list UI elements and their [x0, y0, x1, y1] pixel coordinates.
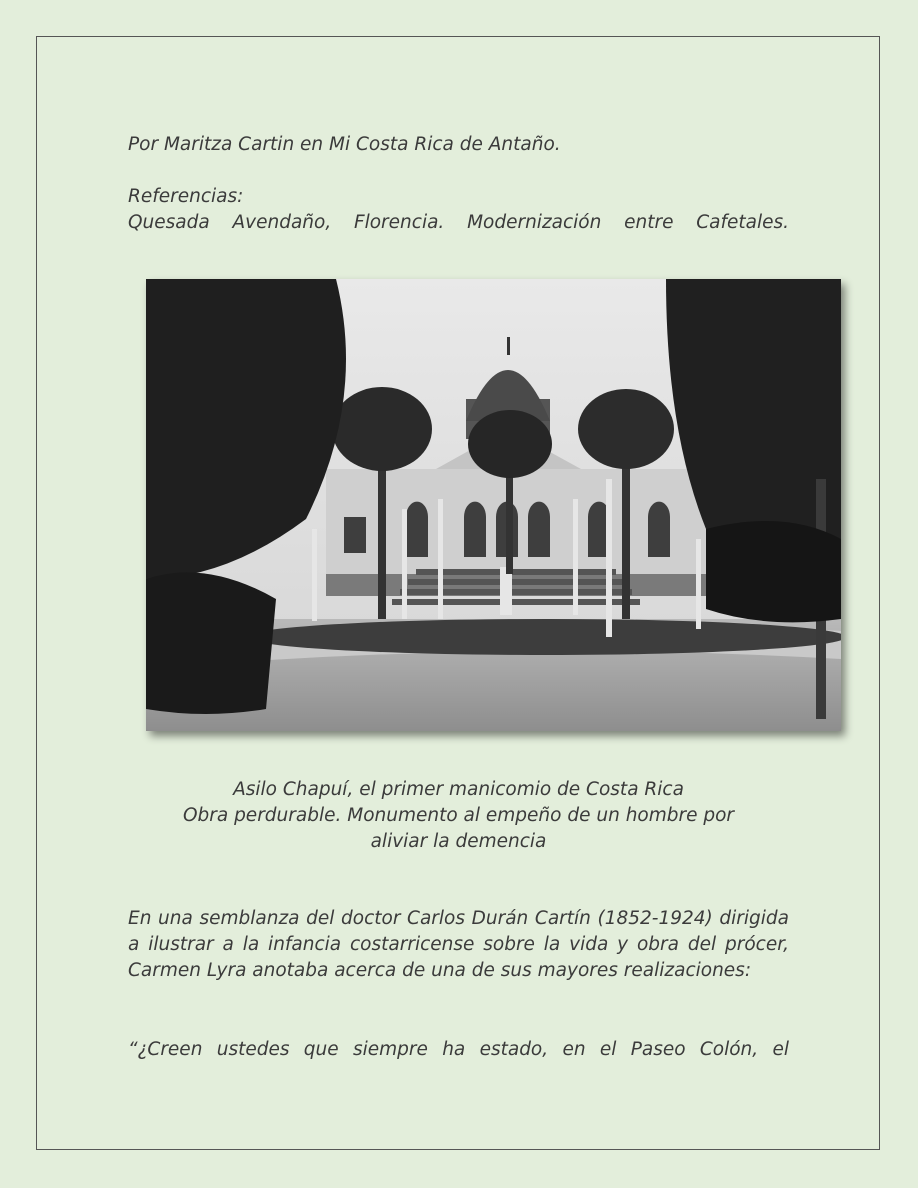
asylum-photo: [146, 279, 841, 731]
body-paragraph: En una semblanza del doctor Carlos Durán Cartín (1852-1924) dirigida a ilustrar a la infancia costarricense sobre la vida y obra del prócer, Carmen Lyra anotaba acerca de una de sus mayores realizaciones:: [128, 908, 789, 981]
byline: Por Maritza Cartin en Mi Costa Rica de Antaño.: [128, 134, 561, 155]
caption-line-1: Asilo Chapuí, el primer manicomio de Costa Rica: [233, 779, 684, 800]
references-entry: Quesada Avendaño, Florencia. Modernización entre Cafetales.: [128, 212, 789, 233]
caption-line-2: Obra perdurable. Monumento al empeño de un hombre por: [182, 805, 735, 826]
references-heading: Referencias:: [128, 186, 244, 207]
caption-line-3: aliviar la demencia: [370, 831, 547, 852]
quote-start: “¿Creen ustedes que siempre ha estado, en el Paseo Colón, el: [128, 1039, 789, 1060]
photo-caption: [128, 777, 789, 855]
